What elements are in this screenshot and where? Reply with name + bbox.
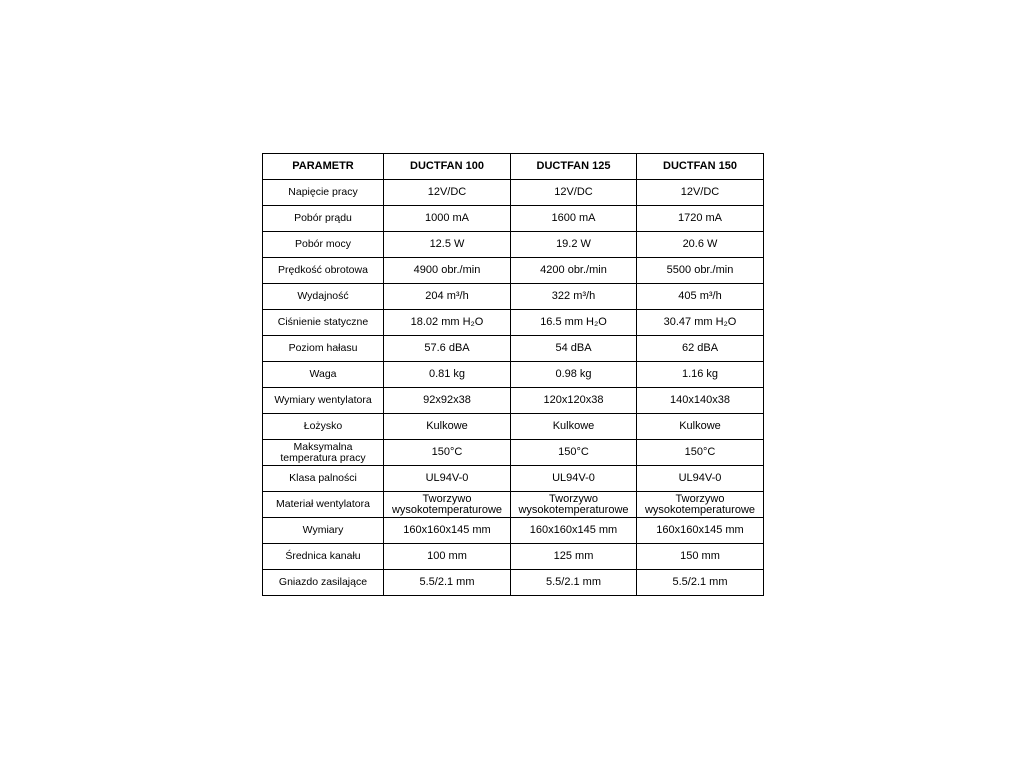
table-row	[263, 310, 764, 336]
param-cell: Klasa palności	[263, 466, 384, 492]
table-row	[263, 466, 764, 492]
value-cell: 204 m³/h	[384, 284, 511, 310]
value-cell: 150°C	[511, 440, 637, 466]
value-cell: 12V/DC	[511, 180, 637, 206]
table-row	[263, 206, 764, 232]
value-cell: 0.98 kg	[511, 362, 637, 388]
param-cell: Średnica kanału	[263, 544, 384, 570]
value-cell: 54 dBA	[511, 336, 637, 362]
value-cell: 150°C	[384, 440, 511, 466]
value-cell: 1600 mA	[511, 206, 637, 232]
value-cell: 0.81 kg	[384, 362, 511, 388]
value-cell: 160x160x145 mm	[384, 518, 511, 544]
value-cell: 62 dBA	[637, 336, 764, 362]
table-row	[263, 440, 764, 466]
value-cell: 5500 obr./min	[637, 258, 764, 284]
value-cell: 150°C	[637, 440, 764, 466]
value-cell: 4200 obr./min	[511, 258, 637, 284]
param-cell: Pobór prądu	[263, 206, 384, 232]
table-row	[263, 336, 764, 362]
value-cell: 100 mm	[384, 544, 511, 570]
param-cell: Wymiary	[263, 518, 384, 544]
table-row	[263, 388, 764, 414]
param-cell: Łożysko	[263, 414, 384, 440]
param-cell: Materiał wentylatora	[263, 492, 384, 518]
header-ductfan-150: DUCTFAN 150	[637, 154, 764, 180]
table-row	[263, 544, 764, 570]
value-cell: 1000 mA	[384, 206, 511, 232]
value-cell: Tworzywo wysokotemperaturowe	[384, 492, 511, 518]
value-cell: 150 mm	[637, 544, 764, 570]
param-cell: Pobór mocy	[263, 232, 384, 258]
param-cell: Wydajność	[263, 284, 384, 310]
table-row	[263, 414, 764, 440]
value-cell: 322 m³/h	[511, 284, 637, 310]
header-ductfan-125: DUCTFAN 125	[511, 154, 637, 180]
value-cell: Kulkowe	[384, 414, 511, 440]
table-row	[263, 258, 764, 284]
value-cell: 30.47 mm H₂O	[637, 310, 764, 336]
value-cell: 5.5/2.1 mm	[384, 570, 511, 596]
value-cell: 1.16 kg	[637, 362, 764, 388]
param-cell: Poziom hałasu	[263, 336, 384, 362]
value-cell: 12V/DC	[637, 180, 764, 206]
value-cell: 12V/DC	[384, 180, 511, 206]
value-cell: 160x160x145 mm	[511, 518, 637, 544]
value-cell: UL94V-0	[511, 466, 637, 492]
value-cell: 120x120x38	[511, 388, 637, 414]
param-cell: Wymiary wentylatora	[263, 388, 384, 414]
value-cell: 92x92x38	[384, 388, 511, 414]
value-cell: UL94V-0	[637, 466, 764, 492]
table-row	[263, 570, 764, 596]
table-row	[263, 518, 764, 544]
header-ductfan-100: DUCTFAN 100	[384, 154, 511, 180]
param-cell: Prędkość obrotowa	[263, 258, 384, 284]
header-parametr: PARAMETR	[263, 154, 384, 180]
table-row	[263, 180, 764, 206]
value-cell: 18.02 mm H₂O	[384, 310, 511, 336]
value-cell: Tworzywo wysokotemperaturowe	[637, 492, 764, 518]
param-cell: Maksymalna temperatura pracy	[263, 440, 384, 466]
value-cell: 125 mm	[511, 544, 637, 570]
value-cell: Tworzywo wysokotemperaturowe	[511, 492, 637, 518]
table-row	[263, 284, 764, 310]
value-cell: 16.5 mm H₂O	[511, 310, 637, 336]
param-cell: Ciśnienie statyczne	[263, 310, 384, 336]
table-row	[263, 362, 764, 388]
table-row	[263, 492, 764, 518]
value-cell: 405 m³/h	[637, 284, 764, 310]
spec-table	[262, 153, 764, 596]
table-row	[263, 232, 764, 258]
param-cell: Gniazdo zasilające	[263, 570, 384, 596]
value-cell: 12.5 W	[384, 232, 511, 258]
spec-table-container	[262, 153, 763, 596]
value-cell: 5.5/2.1 mm	[511, 570, 637, 596]
value-cell: 4900 obr./min	[384, 258, 511, 284]
param-cell: Napięcie pracy	[263, 180, 384, 206]
value-cell: UL94V-0	[384, 466, 511, 492]
value-cell: 19.2 W	[511, 232, 637, 258]
value-cell: 5.5/2.1 mm	[637, 570, 764, 596]
header-row	[263, 154, 764, 180]
value-cell: 140x140x38	[637, 388, 764, 414]
value-cell: Kulkowe	[511, 414, 637, 440]
value-cell: Kulkowe	[637, 414, 764, 440]
value-cell: 57.6 dBA	[384, 336, 511, 362]
value-cell: 20.6 W	[637, 232, 764, 258]
param-cell: Waga	[263, 362, 384, 388]
value-cell: 160x160x145 mm	[637, 518, 764, 544]
value-cell: 1720 mA	[637, 206, 764, 232]
